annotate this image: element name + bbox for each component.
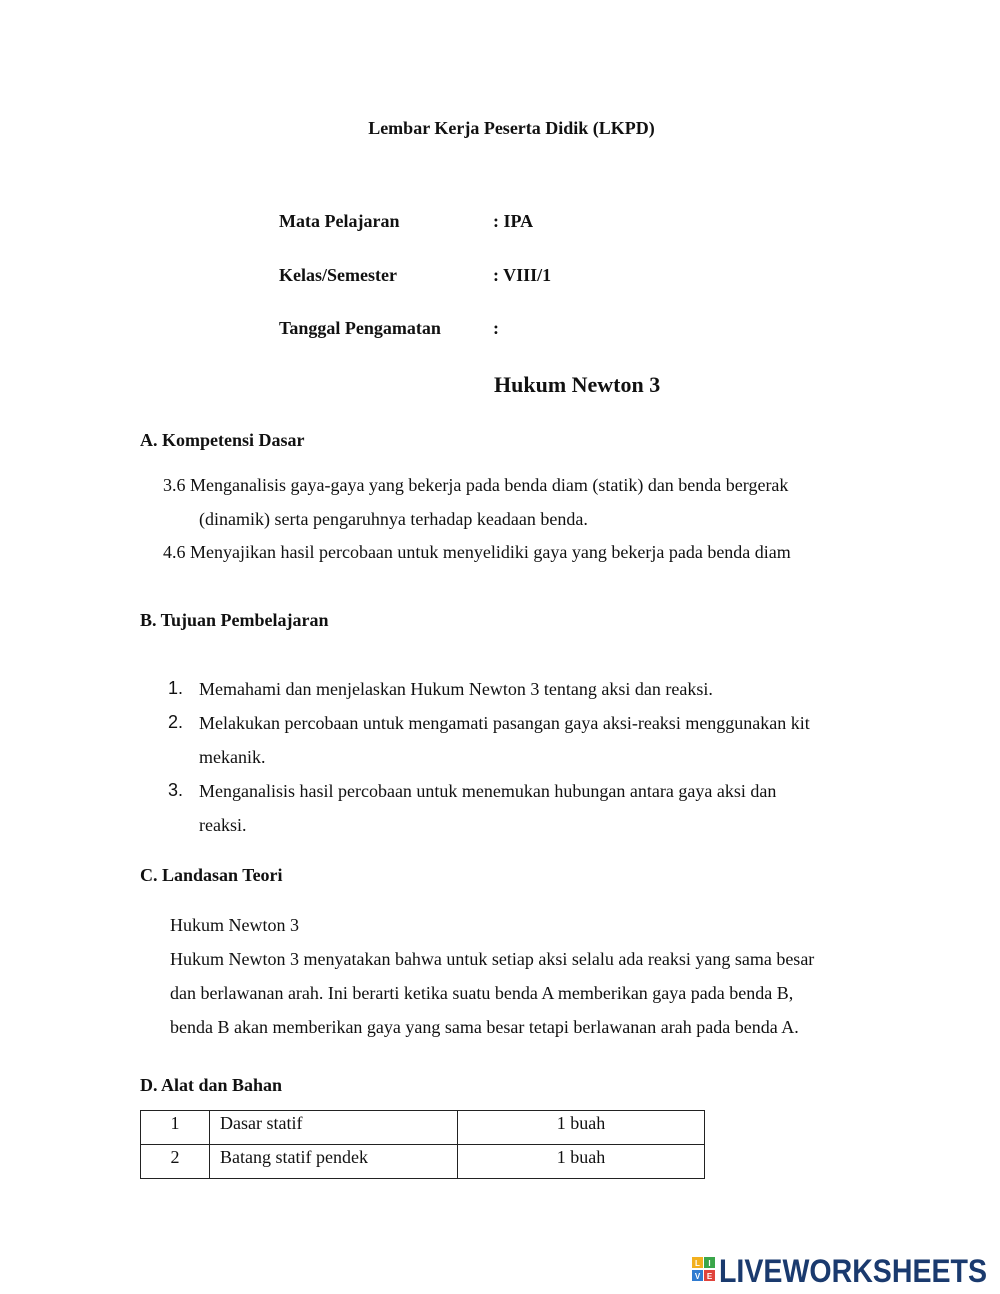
kd-item-3-6: 3.6 Menganalisis gaya-gaya yang bekerja pada benda diam (statik) dan benda bergerak: [163, 475, 789, 495]
kd-item-4-6: 4.6 Menyajikan hasil percobaan untuk menyelidiki gaya yang bekerja pada benda diam: [163, 542, 791, 562]
subject-title: Hukum Newton 3: [494, 372, 661, 397]
goal-number: 1.: [168, 678, 184, 698]
table-cell-name: Batang statif pendek: [210, 1145, 458, 1179]
table-cell-name: Dasar statif: [210, 1111, 458, 1145]
heading-alat-bahan: D. Alat dan Bahan: [140, 1075, 283, 1095]
table-cell-no: 2: [141, 1145, 210, 1179]
theory-subtitle: Hukum Newton 3: [170, 915, 299, 935]
table-cell-qty: 1 buah: [458, 1145, 705, 1179]
theory-line: dan berlawanan arah. Ini berarti ketika suatu benda A memberikan gaya pada benda B,: [170, 983, 794, 1003]
table-row: [141, 1145, 705, 1179]
theory-line: benda B akan memberikan gaya yang sama besar tetapi berlawanan arah pada benda A.: [170, 1017, 799, 1037]
meta-value-subject: : IPA: [493, 211, 534, 231]
logo-tile-letter: V: [694, 1272, 701, 1281]
table-cell-qty: 1 buah: [458, 1111, 705, 1145]
heading-tujuan-pembelajaran: B. Tujuan Pembelajaran: [140, 610, 329, 630]
table-row: [141, 1111, 705, 1145]
goal-item: Melakukan percobaan untuk mengamati pasangan gaya aksi-reaksi menggunakan kit: [199, 713, 810, 733]
document-title: Lembar Kerja Peserta Didik (LKPD): [368, 118, 655, 138]
meta-label-class: Kelas/Semester: [279, 265, 397, 285]
logo-tile-letter: L: [695, 1259, 700, 1268]
kd-item-3-6-cont: (dinamik) serta pengaruhnya terhadap keadaan benda.: [199, 509, 588, 529]
goal-number: 2.: [168, 712, 184, 732]
goal-item: Menganalisis hasil percobaan untuk menemukan hubungan antara gaya aksi dan: [199, 781, 777, 801]
logo-tile-letter: I: [708, 1259, 711, 1268]
goal-item-cont: reaksi.: [199, 815, 247, 835]
tools-table: [140, 1110, 705, 1179]
meta-label-subject: Mata Pelajaran: [279, 211, 400, 231]
liveworksheets-logo: [692, 1253, 992, 1285]
logo-wordmark: LIVEWORKSHEETS: [719, 1253, 987, 1285]
meta-value-class: : VIII/1: [493, 265, 552, 285]
logo-tile-letter: E: [706, 1272, 713, 1281]
goal-item: Memahami dan menjelaskan Hukum Newton 3 tentang aksi dan reaksi.: [199, 679, 713, 699]
heading-landasan-teori: C. Landasan Teori: [140, 865, 283, 885]
liveworksheets-logo-svg: [692, 1253, 992, 1285]
meta-label-date: Tanggal Pengamatan: [279, 318, 441, 338]
goal-number: 3.: [168, 780, 184, 800]
theory-line: Hukum Newton 3 menyatakan bahwa untuk setiap aksi selalu ada reaksi yang sama besar: [170, 949, 815, 969]
heading-kompetensi-dasar: A. Kompetensi Dasar: [140, 430, 305, 450]
table-cell-no: 1: [141, 1111, 210, 1145]
goal-item-cont: mekanik.: [199, 747, 266, 767]
meta-value-date: :: [493, 318, 499, 338]
